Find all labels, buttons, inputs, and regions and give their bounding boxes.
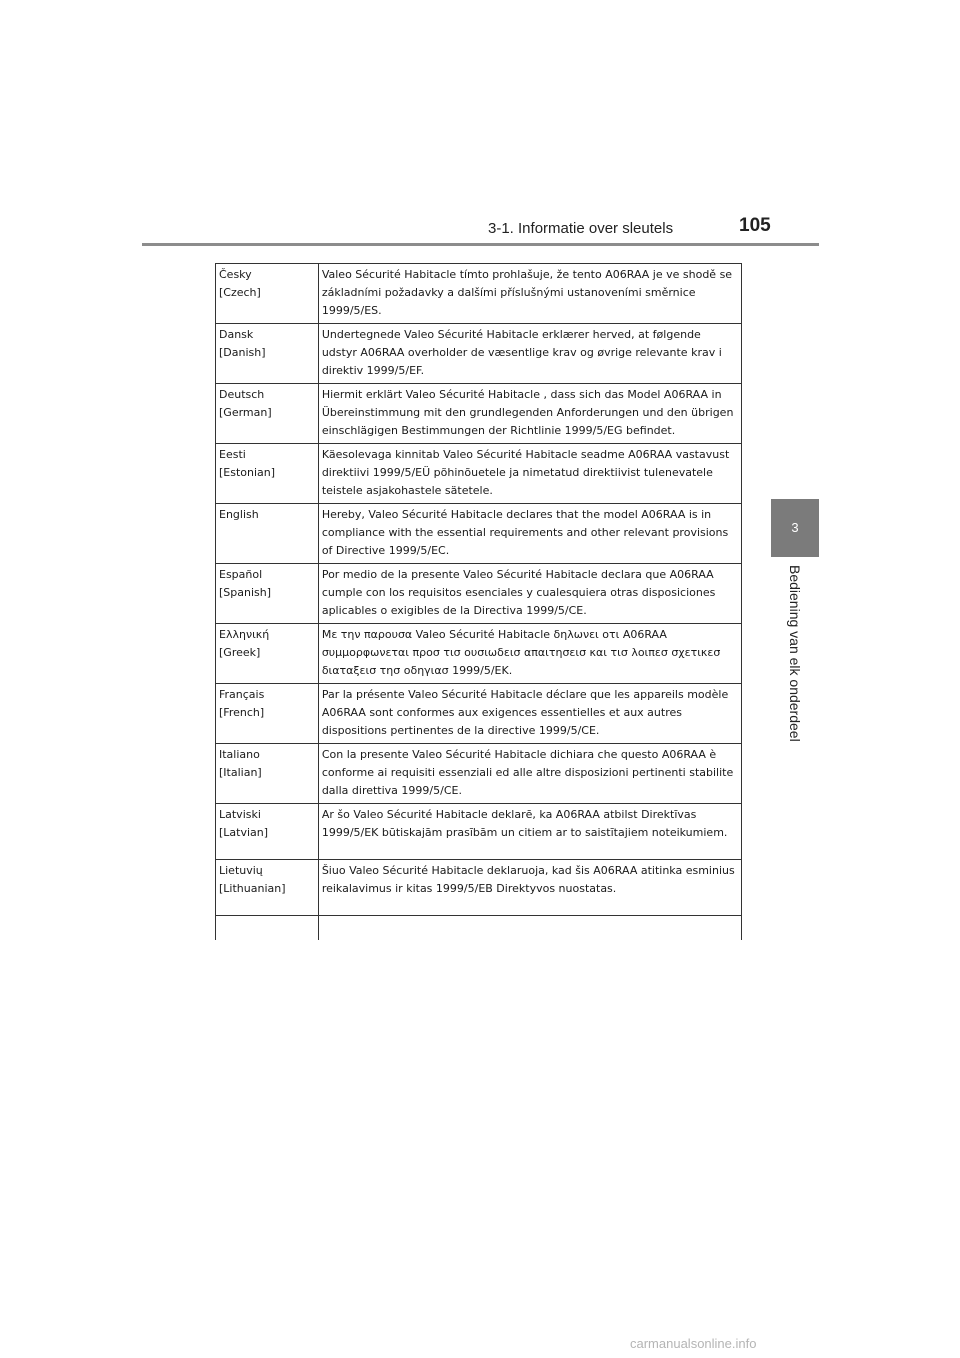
- declaration-row: [216, 324, 742, 384]
- declaration-text: Με την παρουσα Valeo Sécurité Habitacle δηλωνει οτι A06RAA συμμορφωνεται προσ τισ ουσιωδεισ απαιτησεισ και τισ λοιπεσ σχετικεσ διαταξεισ τησ οδηγιασ 1999/5/ΕΚ.: [318, 624, 741, 684]
- declaration-text: Hiermit erklärt Valeo Sécurité Habitacle , dass sich das Model A06RAA in Übereinstimmung mit den grundlegenden Anforderungen und den übrigen einschlägigen Bestimmungen der Richtlinie 1999/5/EG befindet.: [318, 384, 741, 444]
- language-name: Dansk: [219, 328, 254, 341]
- language-cell: [216, 264, 319, 324]
- language-name: Eesti: [219, 448, 246, 461]
- language-name: Español: [219, 568, 263, 581]
- language-cell: [216, 860, 319, 916]
- language-name: Deutsch: [219, 388, 265, 401]
- language-english-name: [German]: [219, 406, 272, 419]
- declaration-text: Hereby, Valeo Sécurité Habitacle declares that the model A06RAA is in compliance with the essential requirements and other relevant provisions of Directive 1999/5/EC.: [318, 504, 741, 564]
- declaration-text: Käesolevaga kinnitab Valeo Sécurité Habitacle seadme A06RAA vastavust direktiivi 1999/5/EÜ põhinõuetele ja nimetatud direktiivist tulenevatele teistele asjakohastele sätetele.: [318, 444, 741, 504]
- language-cell: [216, 684, 319, 744]
- declaration-row: [216, 684, 742, 744]
- language-english-name: [Latvian]: [219, 826, 269, 839]
- language-cell: [216, 444, 319, 504]
- language-name: Česky: [219, 268, 252, 281]
- chapter-tab: 3: [771, 499, 819, 557]
- language-name: English: [219, 508, 259, 521]
- language-english-name: [Lithuanian]: [219, 882, 286, 895]
- declaration-row: [216, 504, 742, 564]
- language-cell: [216, 744, 319, 804]
- declaration-text: Valeo Sécurité Habitacle tímto prohlašuje, že tento A06RAA je ve shodě se základními požadavky a dalšími příslušnými ustanoveními směrnice 1999/5/ES.: [318, 264, 741, 324]
- declaration-table-body: [216, 264, 742, 940]
- declaration-row: [216, 384, 742, 444]
- declaration-text: Šiuo Valeo Sécurité Habitacle deklaruoja, kad šis A06RAA atitinka esminius reikalavimus ir kitas 1999/5/EB Direktyvos nuostatas.: [318, 860, 741, 916]
- section-title: 3-1. Informatie over sleutels: [488, 220, 674, 237]
- watermark: carmanualsonline.info: [630, 1336, 757, 1351]
- declaration-row: [216, 744, 742, 804]
- header-divider: [142, 243, 819, 246]
- declaration-row: [216, 804, 742, 860]
- language-english-name: [French]: [219, 706, 265, 719]
- declaration-text: Ar šo Valeo Sécurité Habitacle deklarē, ka A06RAA atbilst Direktīvas 1999/5/EK būtiskajām prasībām un citiem ar to saistītajiem noteikumiem.: [318, 804, 741, 860]
- language-english-name: [Italian]: [219, 766, 262, 779]
- declaration-row: [216, 860, 742, 916]
- language-cell: [216, 384, 319, 444]
- continuation-row: [216, 916, 742, 940]
- language-name: Ελληνική: [219, 628, 270, 641]
- declaration-text: Con la presente Valeo Sécurité Habitacle dichiara che questo A06RAA è conforme ai requisiti essenziali ed alle altre disposizioni pertinenti stabilite dalla direttiva 1999/5/CE.: [318, 744, 741, 804]
- language-cell: [216, 504, 319, 564]
- language-cell: [216, 324, 319, 384]
- language-cell: [216, 804, 319, 860]
- language-english-name: [Greek]: [219, 646, 261, 659]
- declaration-text: Par la présente Valeo Sécurité Habitacle déclare que les appareils modèle A06RAA sont conformes aux exigences essentielles et aux autres dispositions pertinentes de la directive 1999/5/CE.: [318, 684, 741, 744]
- language-cell: [216, 564, 319, 624]
- declaration-text: Undertegnede Valeo Sécurité Habitacle erklærer herved, at følgende udstyr A06RAA overholder de væsentlige krav og øvrige relevante krav i direktiv 1999/5/EF.: [318, 324, 741, 384]
- language-english-name: [Danish]: [219, 346, 266, 359]
- language-name: Lietuvių: [219, 864, 263, 877]
- declaration-row: [216, 624, 742, 684]
- declaration-row: [216, 564, 742, 624]
- page-number: 105: [739, 215, 771, 236]
- empty-cell: [318, 916, 741, 940]
- language-cell: [216, 624, 319, 684]
- language-english-name: [Estonian]: [219, 466, 276, 479]
- language-name: Latviski: [219, 808, 261, 821]
- declaration-text: Por medio de la presente Valeo Sécurité Habitacle declara que A06RAA cumple con los requisitos esenciales y cualesquiera otras disposiciones aplicables o exigibles de la Directiva 1999/5/CE.: [318, 564, 741, 624]
- language-name: Italiano: [219, 748, 260, 761]
- declaration-row: [216, 444, 742, 504]
- declaration-table: [215, 263, 742, 940]
- language-name: Français: [219, 688, 265, 701]
- empty-cell: [216, 916, 319, 940]
- chapter-label: Bediening van elk onderdeel: [787, 565, 803, 742]
- declaration-row: [216, 264, 742, 324]
- language-english-name: [Czech]: [219, 286, 261, 299]
- language-english-name: [Spanish]: [219, 586, 272, 599]
